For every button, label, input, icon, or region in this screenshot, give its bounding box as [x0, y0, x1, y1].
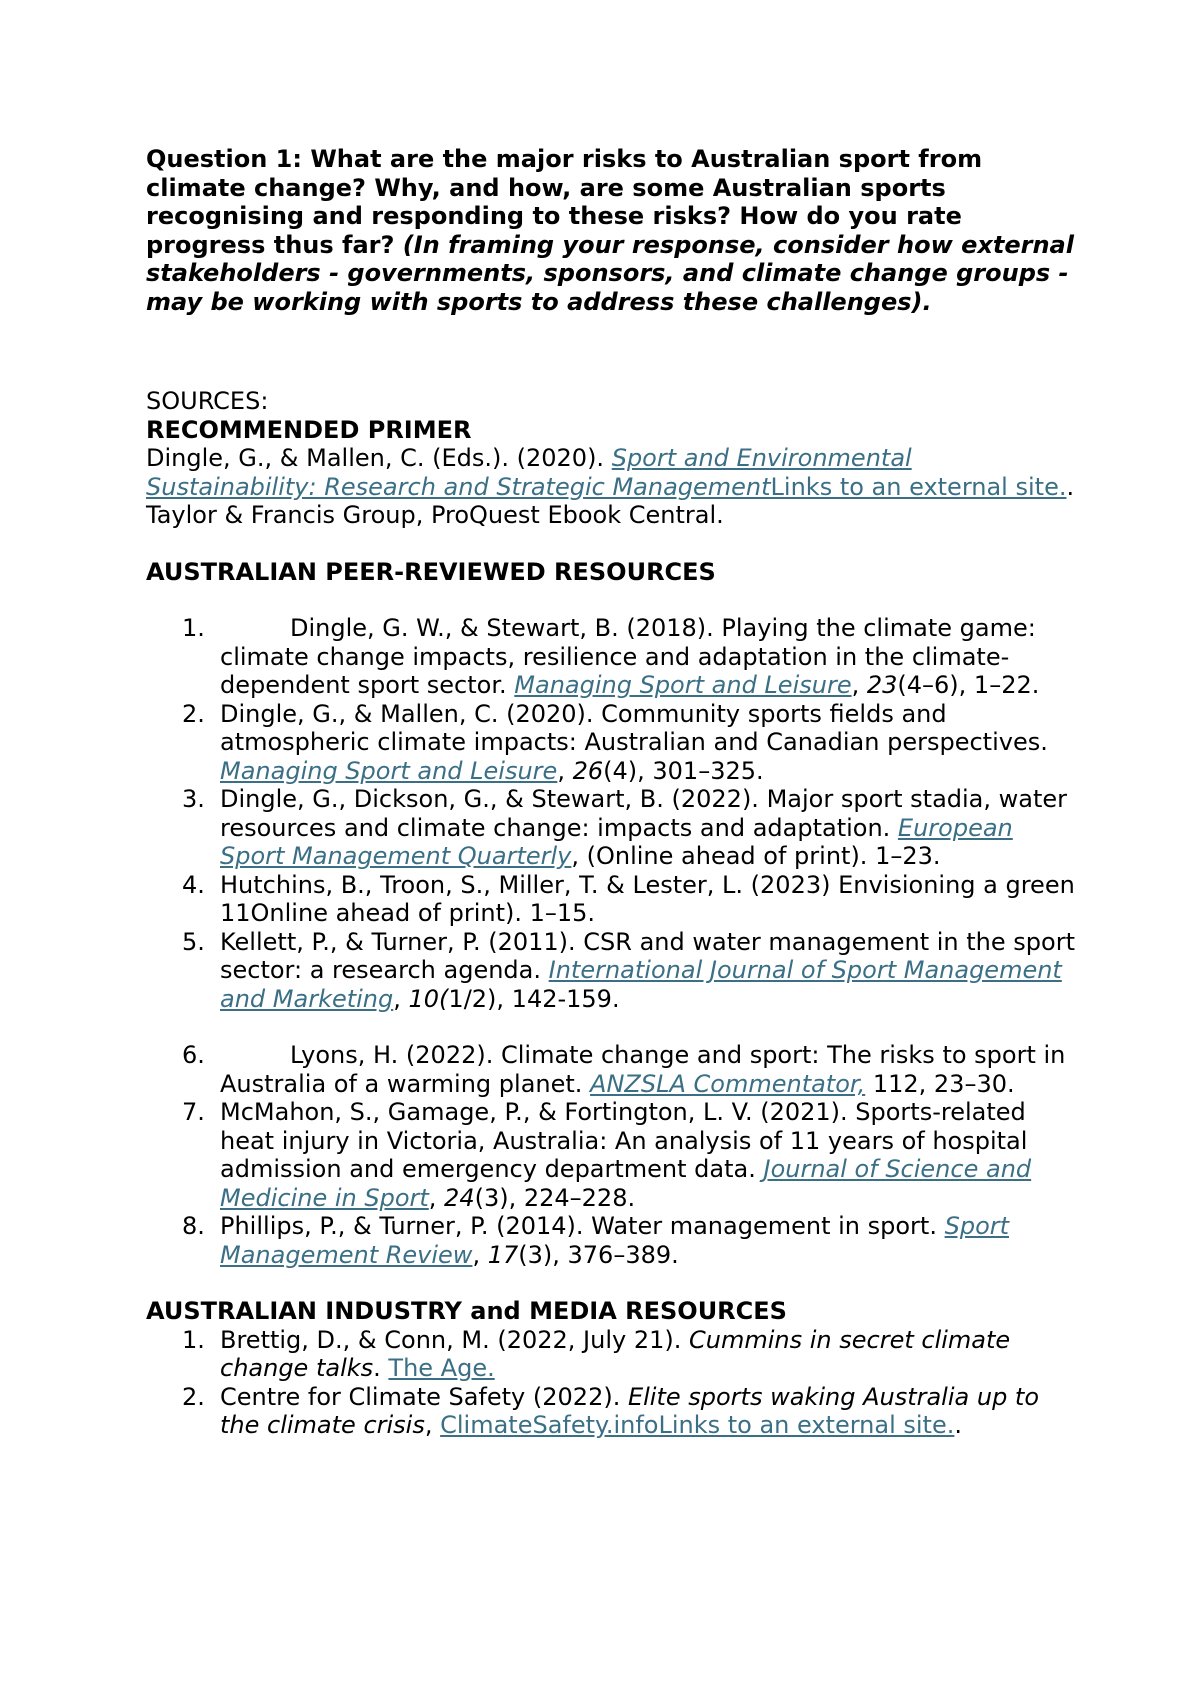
item-text: ,	[851, 671, 867, 699]
item-text: McMahon, S., Gamage, P., & Fortington, L. V. (2021). Sports-related heat injury in Victoria, Australia: An analysis of 11 years of hospital admission and emergency department data.	[220, 1098, 1028, 1183]
industry-heading: AUSTRALIAN INDUSTRY and MEDIA RESOURCES	[146, 1297, 787, 1325]
list-item	[146, 871, 1076, 928]
question-text: Question 1: What are the major risks to Australian sport from climate change? Why, and how, are some Australian sports recognising and responding to these risks? How do you rate progress thus far?	[146, 145, 983, 259]
peer-list-continued	[146, 1041, 1076, 1269]
list-item	[146, 1041, 1076, 1098]
item-text: Lyons, H. (2022). Climate change and sport: The risks to sport in Australia of a warming planet.	[220, 1041, 1066, 1098]
item-number: 2.	[182, 1382, 205, 1411]
item-text: ,	[424, 1411, 441, 1439]
journal-link[interactable]: Journal of Science and Medicine in Sport	[220, 1155, 1032, 1212]
item-text: (4), 301–325.	[603, 756, 764, 785]
item-text: ,	[428, 1183, 445, 1212]
item-text: 112, 23–30.	[865, 1069, 1015, 1098]
item-text: (3), 376–389.	[518, 1240, 679, 1269]
item-text: Dingle, G., Dickson, G., & Stewart, B. (2022). Major sport stadia, water resources and climate change: impacts and adaptation.	[220, 785, 1068, 842]
item-volume: 24	[444, 1183, 475, 1212]
item-text: .	[373, 1354, 389, 1382]
item-number: 3.	[182, 785, 205, 813]
list-item	[146, 700, 1076, 786]
journal-link[interactable]: International Journal of Sport Management and Marketing	[220, 956, 1062, 1013]
source-link[interactable]: The Age.	[388, 1354, 495, 1382]
item-text: Kellett, P., & Turner, P. (2011). CSR and water management in the sport sector: a research agenda.	[220, 927, 1075, 984]
item-volume: 26	[572, 756, 604, 785]
item-volume: 17	[487, 1240, 519, 1269]
question-paragraph	[146, 145, 1076, 316]
item-number: 4.	[182, 870, 205, 899]
journal-link[interactable]: Managing Sport and Leisure	[514, 671, 852, 699]
item-number: 7.	[182, 1098, 205, 1126]
sources-label: SOURCES:	[146, 387, 269, 415]
document-page	[146, 145, 1076, 1440]
journal-link[interactable]: Managing Sport and Leisure	[220, 756, 558, 785]
primer-external-link[interactable]: Links to an external site.	[770, 472, 1067, 501]
item-text: Centre for Climate Safety (2022).	[220, 1382, 628, 1411]
item-volume: 10(	[408, 984, 449, 1013]
item-text: .	[954, 1411, 963, 1439]
list-item	[146, 785, 1076, 871]
primer-suffix: . Taylor & Francis Group, ProQuest Ebook Central.	[146, 472, 1075, 529]
item-text: Dingle, G. W., & Stewart, B. (2018). Playing the climate game: climate change impacts, resilience and adaptation in the climate-dependent sport sector.	[220, 614, 1036, 699]
item-text: 1/2), 142-159.	[448, 984, 620, 1013]
item-text: Brettig, D., & Conn, M. (2022, July 21).	[220, 1325, 689, 1354]
item-text: ,	[557, 756, 573, 785]
item-number: 8.	[182, 1212, 205, 1240]
item-number: 6.	[182, 1041, 205, 1069]
list-item	[146, 614, 1076, 700]
item-number: 1.	[182, 614, 205, 642]
item-text: , (Online ahead of print). 1–23.	[571, 842, 941, 870]
list-item	[146, 928, 1076, 1014]
peer-heading: AUSTRALIAN PEER-REVIEWED RESOURCES	[146, 557, 716, 586]
primer-citation	[146, 444, 1076, 530]
peer-list	[146, 614, 1076, 1013]
list-item	[146, 1098, 1076, 1212]
item-text: Phillips, P., & Turner, P. (2014). Water management in sport.	[220, 1212, 945, 1240]
item-number: 2.	[182, 699, 205, 728]
primer-heading: RECOMMENDED PRIMER	[146, 415, 472, 444]
list-item	[146, 1383, 1076, 1440]
item-text: ,	[393, 984, 409, 1013]
journal-link[interactable]: Sport Management Review	[220, 1212, 1010, 1269]
source-link[interactable]: ClimateSafety.infoLinks to an external site.	[440, 1411, 955, 1439]
question-instruction: (In framing your response, consider how external stakeholders - governments, sponsors, and climate change groups - may be working with sports to address these challenges).	[146, 230, 1074, 316]
industry-list	[146, 1326, 1076, 1440]
item-text: Dingle, G., & Mallen, C. (2020). Community sports fields and atmospheric climate impacts: Australian and Canadian perspectives.	[220, 699, 1048, 756]
item-text: (3), 224–228.	[474, 1183, 636, 1212]
item-number: 5.	[182, 927, 205, 956]
article-title: Cummins in secret climate change talks	[220, 1325, 1011, 1382]
list-item	[146, 1212, 1076, 1269]
item-text: Hutchins, B., Troon, S., Miller, T. & Lester, L. (2023) Envisioning a green 11Online ahead of print). 1–15.	[220, 870, 1075, 927]
item-text: ,	[472, 1240, 488, 1269]
item-text: (4–6), 1–22.	[897, 671, 1040, 699]
article-title: Elite sports waking Australia up to the climate crisis	[220, 1382, 1040, 1439]
item-volume: 23	[866, 671, 898, 699]
journal-link[interactable]: ANZSLA Commentator,	[590, 1069, 866, 1098]
primer-book-link[interactable]: Sport and Environmental Sustainability: Research and Strategic Management	[146, 444, 912, 501]
journal-link[interactable]: European Sport Management Quarterly	[220, 813, 1013, 870]
item-number: 1.	[182, 1325, 205, 1354]
primer-prefix: Dingle, G., & Mallen, C. (Eds.). (2020).	[146, 444, 612, 472]
list-item	[146, 1326, 1076, 1383]
